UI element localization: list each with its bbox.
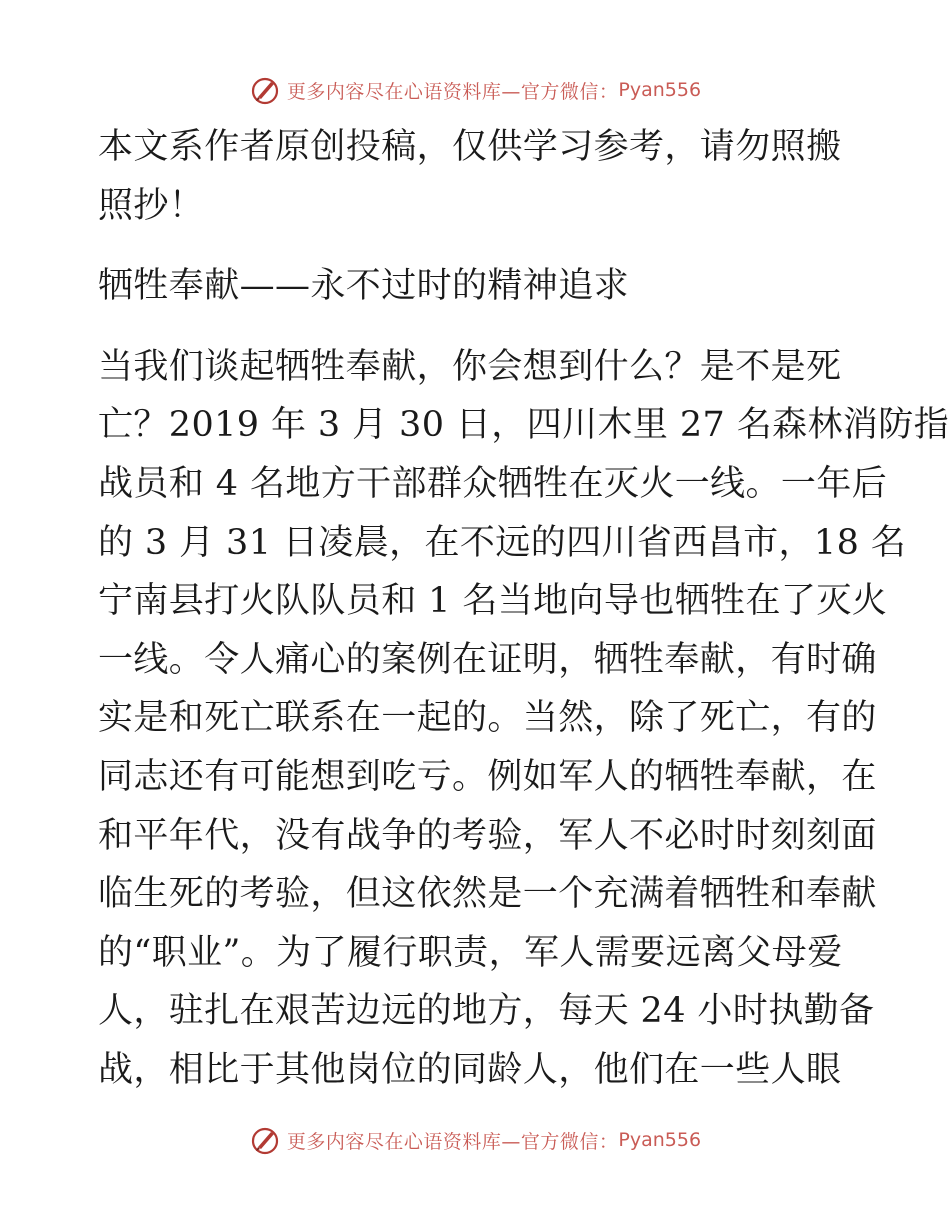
quill-pen-circle-icon <box>249 1124 281 1156</box>
watermark-text: 更多内容尽在心语资料库—官方微信： <box>286 80 619 103</box>
paragraph-line: 的“职业”。为了履行职责，军人需要远离父母爱 <box>98 932 843 973</box>
notice-line: 本文系作者原创投稿，仅供学习参考，请勿照搬 <box>98 127 842 167</box>
watermark-wechat-id: Pyan556 <box>618 79 702 101</box>
paragraph-line: 人，驻扎在艰苦边远的地方，每天 24 小时执勤备 <box>98 991 875 1032</box>
paragraph-line: 战员和 4 名地方干部群众牺牲在灭火一线。一年后 <box>98 463 888 504</box>
paragraph-line: 的 3 月 31 日凌晨，在不远的四川省西昌市，18 名 <box>98 522 907 563</box>
paragraph-line: 一线。令人痛心的案例在证明，牺牲奉献，有时确 <box>98 639 877 680</box>
article-title: 牺牲奉献——永不过时的精神追求 <box>98 266 630 307</box>
watermark-header <box>0 70 950 110</box>
watermark-footer <box>0 1120 950 1160</box>
paragraph-line: 临生死的考验，但这依然是一个充满着牺牲和奉献 <box>98 874 877 915</box>
paragraph-line: 和平年代，没有战争的考验，军人不必时时刻刻面 <box>98 815 877 856</box>
notice-line: 照抄！ <box>98 185 205 226</box>
paragraph-line: 同志还有可能想到吃亏。例如军人的牺牲奉献，在 <box>98 756 877 797</box>
document-body <box>98 118 950 1100</box>
paragraph-line: 亡？2019 年 3 月 30 日，四川木里 27 名森林消防指 <box>98 405 950 446</box>
watermark-wechat-id: Pyan556 <box>618 1129 702 1151</box>
paragraph-line: 宁南县打火队队员和 1 名当地向导也牺牲在了灭火 <box>98 581 888 622</box>
watermark-text: 更多内容尽在心语资料库—官方微信： <box>286 1130 619 1153</box>
paragraph-line: 当我们谈起牺牲奉献，你会想到什么？是不是死 <box>98 346 842 387</box>
paragraph-line: 实是和死亡联系在一起的。当然，除了死亡，有的 <box>98 698 877 739</box>
quill-pen-circle-icon <box>249 74 281 106</box>
paragraph-line: 战，相比于其他岗位的同龄人，他们在一些人眼 <box>98 1049 842 1090</box>
